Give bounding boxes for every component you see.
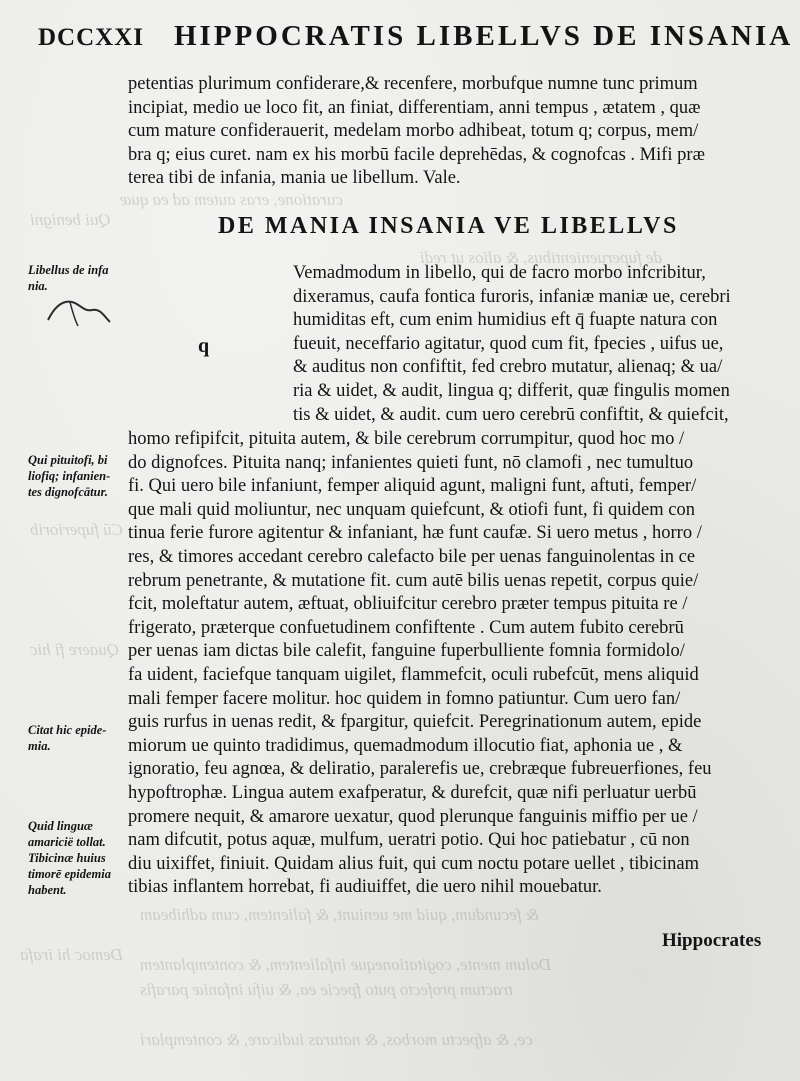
folio-number: DCCXXI (38, 24, 144, 51)
text-line: ignoratio, feu agnœa, & deliratio, paralerefis ue, crebræque fubreuerfiones, feu (128, 759, 712, 780)
margin-note-line: habent. (28, 883, 67, 897)
bleed-through-text: Qui benigni (30, 210, 111, 229)
bleed-through-text: Quaere fi hic (30, 640, 120, 659)
text-line: bra q; eius curet. nam ex his morbū facile deprehēdas, & cognofcas . Mifi præ (128, 144, 705, 165)
text-line: Vemadmodum in libello, qui de facro morbo infcribitur, (293, 263, 706, 283)
page-header (38, 18, 794, 58)
bleed-through-text: tractum profecto puto fpecie ea, & uifu infaniæ parafis (140, 980, 513, 999)
margin-note-line: Libellus de infa (28, 263, 109, 277)
catchword: Hippocrates (662, 930, 762, 951)
text-line: nam difcutit, potus aquæ, mulfum, ueratri potio. Qui hoc patiebatur , cū non (128, 830, 690, 851)
text-line: promere nequit, & amarore uexatur, quod plerunque fanguinis miffio per ue / (128, 806, 698, 827)
text-line: miorum ue quinto tradidimus, quemadmodum illocutio fiat, aphonia ue , & (128, 735, 683, 756)
bleed-through-text: ce, & afpectu morbos, & naturas iudicare, & contemplari (140, 1030, 533, 1049)
margin-note-line: liofiq; infanien- (28, 469, 111, 483)
text-line: & auditus non confiftit, fed crebro mutatur, alienaq; & ua/ (293, 357, 723, 378)
margin-note-lingua (28, 818, 124, 898)
margin-note-epidemia (28, 722, 124, 754)
text-line: incipiat, medio ue loco fit, an finiat, differentiam, anni tempus , ætatem , quæ (128, 97, 701, 118)
margin-note-line: tes dignofcātur. (28, 485, 108, 499)
text-line: diu uixiffet, finiuit. Quidam alius fuit, qui cum noctu potare uellet , tibicinam (128, 853, 699, 874)
margin-note-line: Tibicinæ huius (28, 851, 106, 865)
bleed-through-text: Dolum mente, cogitationeque infalientem, & contemplantem (140, 955, 552, 974)
text-line: tis & uidet, & audit. cum uero cerebrū confiftit, & quiefcit, (293, 404, 729, 425)
text-line: cum mature confiderauerit, medelam morbo adhibeat, totum q; corpus, mem/ (128, 121, 699, 142)
intro-paragraph (128, 73, 773, 191)
text-line: do dignofces. Pituita nanq; infanientes quieti funt, nō clamofi , nec tumultuo (128, 452, 694, 473)
section-title: DE MANIA INSANIA VE LIBELLVS (218, 213, 679, 239)
text-line: tinua ferie furore agitentur & infaniant, hæ funt caufæ. Si uero metus , horro / (128, 523, 702, 544)
indented-paragraph-start (293, 262, 773, 427)
text-line: hypoftrophæ. Lingua autem exafperatur, & durefcit, quæ nifi perluatur uerbū (128, 782, 697, 803)
initial-guide-letter: q (198, 335, 210, 357)
bleed-through-text: & fecundum, quid me ueniunt, & falientem, cum adhibeam (140, 905, 539, 924)
text-line: res, & timores accedant cerebro calefacto bile per uenas fanguinolentas in ce (128, 546, 696, 567)
bleed-through-text: de fuperuenientibus, & alios ut redi (420, 248, 663, 267)
margin-note-pituitosi (28, 452, 124, 500)
text-line: mali femper facere molitur. hoc quidem in fomno patiuntur. Cum uero fan/ (128, 688, 681, 709)
text-line: fueuit, neceffario agitatur, quod cum fit, fpecies , uifus ue, (293, 333, 724, 354)
margin-note-line: Citat hic epide- (28, 723, 107, 737)
margin-note-line: amaricië tollat. (28, 835, 106, 849)
margin-note-line: Qui pituitofi, bi (28, 453, 108, 467)
margin-note-line: Quid linguæ (28, 819, 93, 833)
running-head: HIPPOCRATIS LIBELLVS DE INSANIA (174, 20, 794, 52)
text-line: frigerato, præterque confuetudinem confiftente . Cum autem fubito cerebrū (128, 617, 684, 638)
bleed-through-text: Cū fuperiorib (30, 520, 124, 539)
main-paragraph (128, 428, 773, 900)
text-line: tibias inflantem horrebat, fi audiuiffet, die uero nihil mouebatur. (128, 877, 602, 898)
margin-note-line: timorē epidemia (28, 867, 111, 881)
margin-note-line: nia. (28, 279, 48, 293)
text-line: fa uident, faciefque tanquam uigilet, flammefcit, oculi rubefcūt, mens aliquid (128, 664, 699, 685)
text-line: rebrum penetrante, & mutatione fit. cum autē bilis uenas repetit, corpus quie/ (128, 570, 699, 591)
text-line: humiditas eft, cum enim humidius eft q̄ fuapte natura con (293, 310, 718, 331)
ink-scribble-mark (44, 290, 114, 330)
bleed-through-text: curatione, eras autem ad ea quæ (120, 190, 343, 209)
text-line: ria & uidet, & audit, lingua q; differit, quæ fingulis momen (293, 380, 730, 401)
text-line: per uenas iam dictas bile calefit, fanguine fuperbulliente fomnia formidolo/ (128, 641, 685, 662)
bleed-through-text: Democ hi irafa (20, 945, 123, 964)
margin-note-line: mia. (28, 739, 51, 753)
text-line: petentias plurimum confiderare,& recenfere, morbufque numne tunc primum (128, 74, 698, 94)
text-line: fcit, moleftatur autem, æftuat, obliuifcitur cerebro præter tempus pituita re / (128, 594, 688, 615)
text-line: dixeramus, caufa fontica furoris, infaniæ maniæ ue, cerebri (293, 286, 731, 307)
text-line: fi. Qui uero bile infaniunt, femper aliquid agunt, maligni funt, aftuti, femper/ (128, 476, 697, 497)
text-line: homo refipifcit, pituita autem, & bile cerebrum corrumpitur, quod hoc mo / (128, 429, 685, 449)
text-line: terea tibi de infania, mania ue libellum. Vale. (128, 168, 461, 189)
text-line: guis rurfus in uenas redit, & fpargitur, quiefcit. Peregrinationum autem, epide (128, 712, 702, 733)
text-line: que mali quid moliuntur, nec unquam quiefcunt, & otiofi funt, fi quidem con (128, 499, 695, 520)
